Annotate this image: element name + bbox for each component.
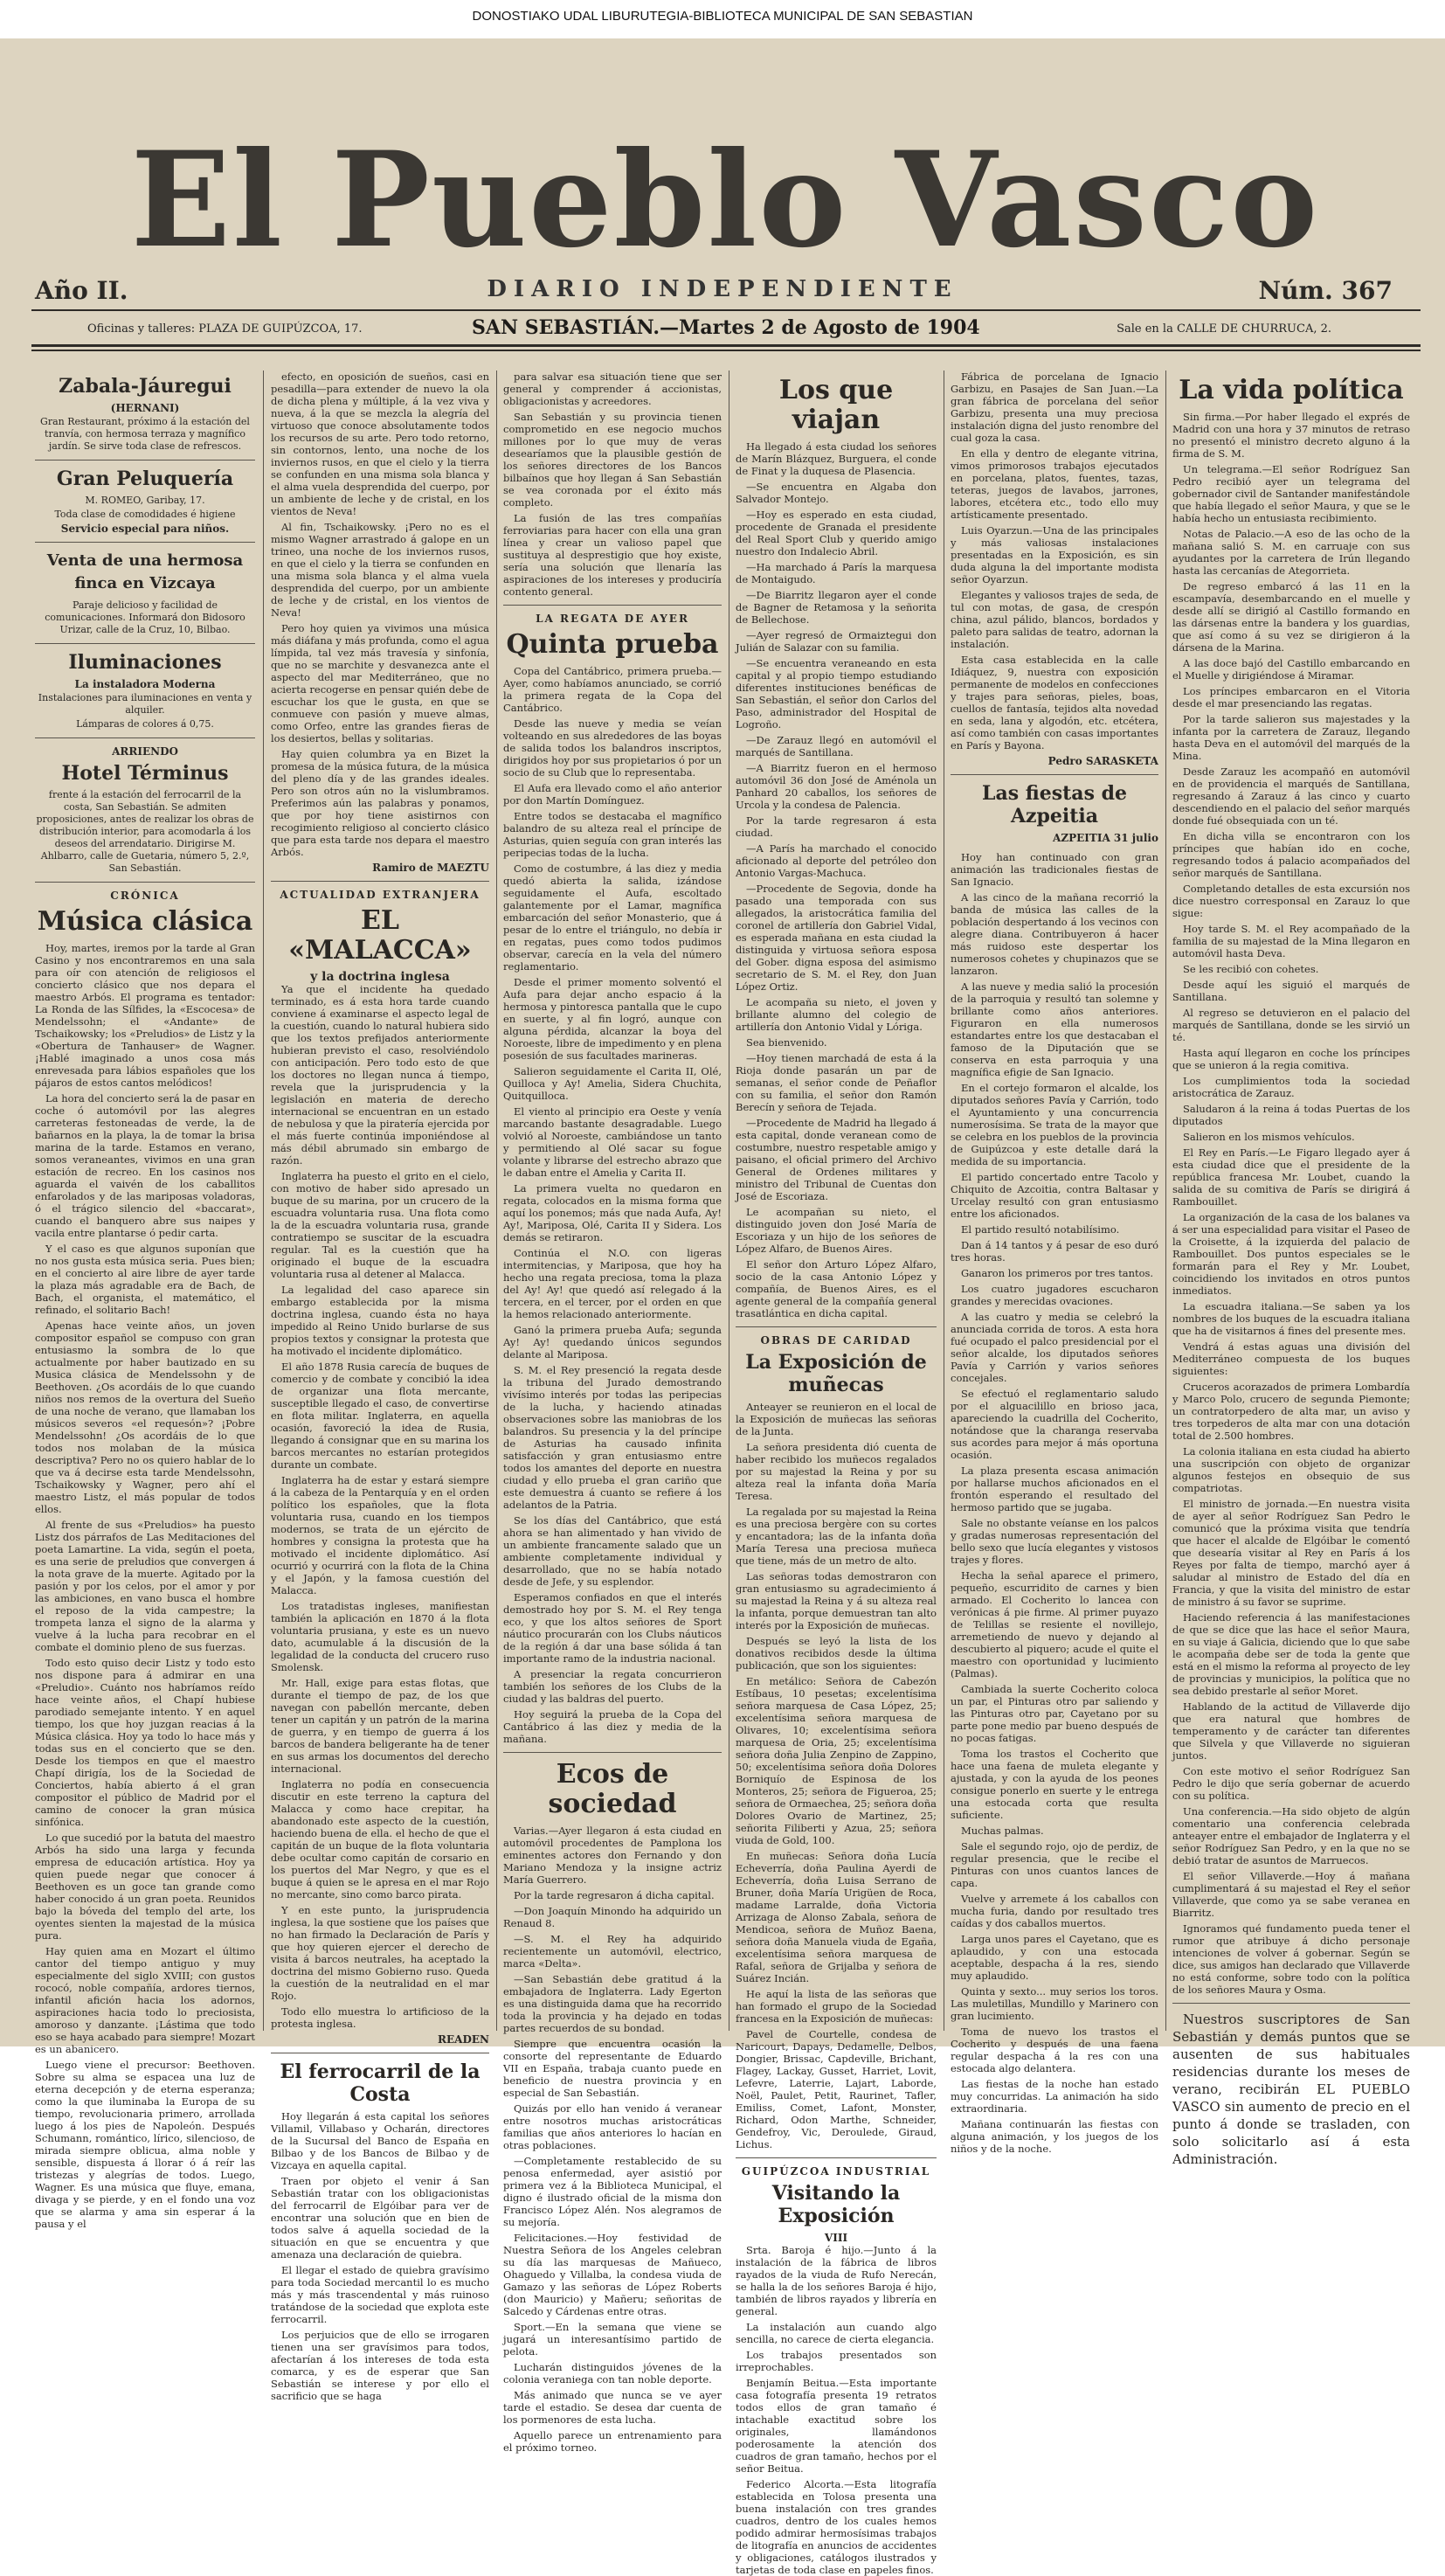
column-divider — [263, 370, 264, 2031]
paragraph: Entre todos se destacaba el magnífico balandro de su alteza real el príncipe de Asturias, quien seguía con gran interés las peripecias todas de la lucha. — [503, 810, 722, 859]
article-title: Ecos de sociedad — [548, 1759, 677, 1819]
article-number: VIII — [824, 2232, 848, 2244]
paragraph: A las doce bajó del Castillo embarcando en el Muelle y dirigiéndose á Miramar. — [1172, 657, 1410, 682]
separator — [271, 881, 489, 882]
ad-title: Hotel Términus — [61, 762, 229, 785]
section-head: ACTUALIDAD EXTRANJERA — [280, 889, 481, 901]
paragraph: Mr. Hall, exige para estas flotas, que durante el tiempo de paz, de los que navegan con pabellón mercante, deben tener un capitán y un patrón de la marina de guerra, y en tiempo de guerra á los barcos de bandera beligerante ha de tener en sus armas los documentos del derecho internacional. — [271, 1677, 489, 1775]
paragraph: Luis Oyarzun.—Una de las principales y más valiosas instalaciones presentadas en la Exposición, es sin duda alguna la del importante modista señor Oyarzun. — [951, 524, 1158, 585]
paragraph: —A París ha marchado el conocido aficionado al deporte del petróleo don Antonio Vargas-Machuca. — [736, 842, 937, 879]
paragraph: San Sebastián y su provincia tienen comprometido en ese negocio muchos millones por lo que muy de veras desearíamos que la plausible gestión de los señores directores de los Bancos bilbaínos que hoy llegan á San Sebastián se vea coronada por el éxito más completo. — [503, 411, 722, 509]
paragraph: Se los días del Cantábrico, que está ahora se han alimentado y han vivido de un ambiente francamente salado que un ambiente completamente individual y desarrollado, que no se había notado desde de Jefe, y su esplendor. — [503, 1514, 722, 1588]
paragraph: Ganaron los primeros por tres tantos. — [961, 1267, 1154, 1279]
paragraph: El llegar el estado de quiebra gravísimo para toda Sociedad mercantil lo es mucho más y más trascendental y más ruinoso tratándose de la sociedad que explota este ferrocarril. — [271, 2264, 489, 2325]
paragraph: S. M. el Rey presenció la regata desde la tribuna del Jurado demostrando vivísimo interés por todas las peripecias de la lucha, y haciendo atinadas observaciones sobre las maniobras de los balandros. Su presencia y la del príncipe de Asturias ha causado infinita satisfacción y gran entusiasmo entre todos los amantes del deporte en nuestra ciudad y ello prueba el gran cariño que este demuestra á cuanto se refiere á los adelantos de la Patria. — [503, 1364, 722, 1511]
masthead-subtitle: DIARIO INDEPENDIENTE — [487, 276, 958, 302]
paragraph: Hay quien columbra ya en Bizet la promesa de la música futura, de la música del pleno día y de las grandes ideales. Pero son otros aún no la vislumbramos. Preferimos aún las palabras y ponamos, que por hoy tiene asistirnos con recogimiento religioso al concierto clásico que para esta tarde nos depara el maestro Arbós. — [271, 748, 489, 858]
paragraph: El ministro de jornada.—En nuestra visita de ayer al señor Rodríguez San Pedro le comunicó que la próxima visita que tendría que hacer el alcalde de Elgóibar le comentó que desearía visitar al Rey en París á los Reyes por falta de tiempo, marchó ayer á saludar al ministro de Estado del día en Francia, y que la visita del ministro de estar de ministro á su favor se suprime. — [1172, 1498, 1410, 1608]
separator — [736, 2157, 937, 2158]
paragraph: Hoy seguirá la prueba de la Copa del Cantábrico á las diez y media de la mañana. — [503, 1708, 722, 1745]
paragraph: Copa del Cantábrico, primera prueba.— Ayer, como habíamos anunciado, se corrió la primera regata de la Copa del Cantábrico. — [503, 665, 722, 714]
paragraph: Hasta aquí llegaron en coche los príncipes que se unieron á la regia comitiva. — [1172, 1047, 1410, 1071]
ad-title: Iluminaciones — [68, 651, 222, 674]
paragraph: Desde las nueve y media se veían volteando en sus alrededores de las boyas de salida todos los balandros inscriptos, dirigidos hoy por sus propietarios ó por un socio de su Club que lo representaba. — [503, 717, 722, 779]
article-title: Las fiestas de Azpeitia — [982, 782, 1127, 828]
paragraph: La plaza presenta escasa animación por hallarse muchos aficionados en el frontón esperando el resultado del hermoso partido que se jugaba. — [951, 1465, 1158, 1513]
paragraph: Completando detalles de esta excursión nos dice nuestro corresponsal en Zarauz lo que sigue: — [1172, 883, 1410, 919]
paragraph: —A Biarritz fueron en el hermoso automóvil 36 don José de Aménola un Panhard 20 caballos, los señores de Urcola y la condesa de Palencia. — [736, 762, 937, 811]
paragraph: Vendrá á estas aguas una división del Mediterráneo compuesta de los buques siguientes: — [1172, 1340, 1410, 1377]
separator — [503, 1752, 722, 1753]
paragraph: Anteayer se reunieron en el local de la Exposición de muñecas las señoras de la Junta. — [736, 1401, 937, 1437]
paragraph: Pero hoy quien ya vivimos una música más diáfana y más profunda, como el agua límpida, tal vez más travesía y sinfonía, que no se marchite y desvanezca ante el aspecto del mar Mediterráneo, que no acierta recogerse en pensar quién debe de escuchar los que le gusta, en que se conmueve con pasión y mueve almas, como Orfeo, entre las grandes fieras de los desiertos, bellas y solitarias. — [271, 622, 489, 744]
paragraph: A las cuatro y media se celebró la anunciada corrida de toros. A esta hora fué ocupado el palco presidencial por el señor alcalde, los diputados señores Pavía y Carrión y varios señores concejales. — [951, 1311, 1158, 1384]
paragraph: El año 1878 Rusia carecía de buques de comercio y de combate y concibió la idea de organizar una flota mercante, susceptible llegado el caso, de convertirse en flota militar. Inglaterra, en aquella ocasión, favoreció la idea de Rusia, llegando á consignar que en su marina los barcos mercantes no estarían protegidos durante un combate. — [271, 1361, 489, 1471]
paragraph: Le acompañan su nieto, el distinguido joven don José María de Escoriaza y un hijo de los señores de López Alfaro, de Buenos Aires. — [736, 1206, 937, 1255]
column-5 — [951, 370, 1158, 2155]
separator — [35, 882, 255, 883]
paragraph: Varias.—Ayer llegaron á esta ciudad en automóvil procedentes de Pamplona los eminentes actores don Fernando y don Mariano Mendoza y la insigne actriz María Guerrero. — [503, 1825, 722, 1886]
paragraph: Los cumplimientos toda la sociedad aristocrática de Zarauz. — [1172, 1075, 1410, 1099]
paragraph: Hoy, martes, iremos por la tarde al Gran Casino y nos encontraremos en una sala para oír con atención de religiosos el concierto clásico que nos depara el maestro Arbós. El programa es tentador: La Ronda de las Sílfides, la «Escocesa» de Mendelssohn; el «Andante» de Tschaikowsky; los «Preludios» de Listz y la «Obertura de Tanhauser» de Wagner. ¡Hablé imaginado a unos cosa más enrevesada para lábios españoles que los pájaros de estos cantos melódicos! — [35, 942, 255, 1089]
ad-subtitle: M. ROMEO, Garibay, 17. — [85, 495, 205, 506]
column-4 — [736, 370, 937, 2576]
paragraph: La instalación aun cuando algo sencilla, no carece de cierta elegancia. — [736, 2321, 937, 2345]
ad-text: Paraje delicioso y facilidad de comunicaciones. Informará don Bidosoro Urizar, calle de la Cruz, 10, Bilbao. — [45, 599, 245, 635]
ad-subtitle: La instaladora Moderna — [74, 678, 216, 690]
separator — [35, 542, 255, 543]
ad-text: frente á la estación del ferrocarril de la costa, San Sebastián. Se admiten proposiciones, antes de realizar los obras de distribución interior, para acomodarla á los deseos del arrendatario. Dirigirse M. Ahlbarro, calle de Guetaria, número 5, 2.º, San Sebastián. — [36, 789, 254, 874]
paragraph: —San Sebastián debe gratitud á la embajadora de Inglaterra. Lady Egerton es una distinguida dama que ha recorrido toda la provincia y ha dejado en todas partes recuerdos de su bondad. — [503, 1973, 722, 2034]
article-title: Música clásica — [37, 906, 253, 937]
paragraph: Toma de nuevo los trastos el Cocherito y después de una faena regular despacha á la res con una estocada algo delantera. — [951, 2025, 1158, 2074]
paragraph: Ya que el incidente ha quedado terminado, es á esta hora tarde cuando conviene á examinarse el aspecto legal de la cuestión, cuando lo natural hubiera sido que los textos prefijados anteriormente hubieran previsto el caso, resolviéndolo con anticipación. Pero todo esto de que los doctores no llegan nunca á tiempo, revela que la jurisprudencia y la legislación en materia de derecho internacional se encuentran en un estado de nebulosa y que la piratería ejercida por el más fuerte continúa imponiéndose al más débil abrumado sin embargo de razón. — [271, 983, 489, 1167]
ad-title: Venta de una hermosa finca en Vizcaya — [46, 551, 244, 592]
offices-info: Oficinas y talleres: PLAZA DE GUIPÚZCOA, 17. — [87, 322, 363, 336]
paragraph: Elegantes y valiosos trajes de seda, de tul con motas, de gasa, de crespón china, azul pálido, blancos, bordados y paleto para salidas de teatro, adornan la instalación. — [951, 589, 1158, 650]
article-title: La Exposición de muñecas — [745, 1351, 927, 1396]
column-6 — [1172, 370, 1410, 2167]
paragraph: El viento al principio era Oeste y venía marcando bastante desagradable. Luego volvió al Noroeste, cambiándose un tanto y permitiendo al Olé sacar su fogue volante y librarse del estrecho abrazo que le daban entre el Amelia y Carita II. — [503, 1105, 722, 1179]
paragraph: Las fiestas de la noche han estado muy concurridas. La animación ha sido extraordinaria. — [951, 2078, 1158, 2115]
paragraph: Toma los trastos el Cocherito que hace una faena de muleta elegante y ajustada, y con la ayuda de los peones consigue ponerlo en suerte y le entrega una estocada corta que resulta suficiente. — [951, 1748, 1158, 1821]
paragraph: Esperamos confiados en que el interés demostrado hoy por S. M. el Rey tenga eco, y que los altos señores de Sport náutico procurarán con los Clubs náuticos de la región á dar una base sólida á tan importante ramo de la industria nacional. — [503, 1591, 722, 1665]
paragraph: Más animado que nunca se ve ayer tarde el estadio. Se desea dar cuenta de los pormenores de esta lucha. — [503, 2389, 722, 2426]
paragraph: Todo esto quiso decir Listz y todo esto nos dispone para á admirar en una «Preludio». Cuánto nos habríamos reído hace veinte años, el Chapí hubiese parodiado semejante intento. Y en aquel tiempo, los que hoy juzgan reacias á la Música clásica. Hoy ya todo lo hace más y todas sus en el concierto que se den. Desde los tiempos en que el maestro Chapí dirigía, los de la Sociedad de Conciertos, había abierto á el gran compositor el público de Madrid por el camino de conocer la gran música sinfónica. — [35, 1657, 255, 1828]
paragraph: Y en este punto, la jurisprudencia inglesa, la que sostiene que los países que no han firmado la Declaración de París y que hoy quieren ejercer el derecho de visita á barcos neutrales, ha aceptado la doctrina del mismo Gobierno ruso. Queda la cuestión de la neutralidad en el mar Rojo. — [271, 1904, 489, 2002]
paragraph: Larga unos pares el Cayetano, que es aplaudido, y con una estocada aceptable, despacha á la res, siendo muy aplaudido. — [951, 1933, 1158, 1982]
paragraph: —Se encuentra veraneando en esta capital y al propio tiempo estudiando diferentes instituciones benéficas de San Sebastián, el señor don Carlos del Paso, administrador del Hospital de Logroño. — [736, 657, 937, 731]
library-banner: DONOSTIAKO UDAL LIBURUTEGIA-BIBLIOTECA MUNICIPAL DE SAN SEBASTIAN — [0, 0, 1445, 38]
paragraph: Cruceros acorazados de primera Lombardía y Marco Polo, crucero de segunda Piemonte; un contratorpedero de alta mar, un aviso y tres torpederos de alta mar con una dotación total de 2.500 hombres. — [1172, 1381, 1410, 1442]
paragraph: Fábrica de porcelana de Ignacio Garbizu, en Pasajes de San Juan.—La gran fábrica de porcelana del señor Garbizu, presenta una muy preciosa instalación digna del justo renombre del cual goza la casa. — [951, 370, 1158, 444]
dateline: AZPEITIA 31 julio — [1053, 832, 1158, 844]
separator — [503, 605, 722, 606]
paragraph: Hecha la señal aparece el primero, pequeño, escurridito de carnes y bien armado. El Cocherito lo lancea con verónicas á pie firme. Al primer puyazo de Telillas se resiente el novillejo, arremetiendo de nuevo y dejando al descubierto al piquero; acude el quite el maestro con oportunidad y lucimiento (Palmas). — [951, 1569, 1158, 1679]
newspaper-page — [0, 38, 1445, 2576]
issue-number: Núm. 367 — [1258, 276, 1393, 305]
ad-title: Zabala-Jáuregui — [59, 375, 232, 398]
paragraph: He aquí la lista de las señoras que han formado el grupo de la Sociedad francesa en la Exposición de muñecas: — [736, 1988, 937, 2025]
column-2 — [271, 370, 489, 2402]
paragraph: Mañana continuarán las fiestas con alguna animación, y los juegos de los niños y de la noche. — [951, 2118, 1158, 2155]
separator — [35, 643, 255, 644]
paragraph: La regalada por su majestad la Reina es una preciosa bergère con su cortes y encantadora; las de la infanta doña María Teresa una preciosa muñeca que tiene, más de un metro de alto. — [736, 1506, 937, 1567]
paragraph: Lucharán distinguidos jóvenes de la colonia veraniega con tan noble deporte. — [503, 2361, 722, 2386]
paragraph: En dicha villa se encontraron con los príncipes que habían ido en coche, regresando todos á palacio acompañados del señor marqués de Santillana. — [1172, 830, 1410, 879]
paragraph: Ganó la primera prueba Aufa; segunda Ay! Ay! quedando únicos segundos delante al Mariposa. — [503, 1324, 722, 1361]
paragraph: Felicitaciones.—Hoy festividad de Nuestra Señora de los Angeles celebran su día las marquesas de Mañueco, Ohaguedo y Villalba, la condesa viuda de Gamazo y las señoras de López Roberts (don Mauricio) y Mañeru; señoritas de Salcedo y Cárdenas entre otras. — [503, 2232, 722, 2317]
column-1 — [35, 370, 255, 2230]
column-divider — [496, 370, 497, 2031]
paragraph: Inglaterra ha de estar y estará siempre á la cabeza de la Pentarquía y en el orden político los españoles, que la flota voluntaria rusa, cuando en los tiempos modernos, se trata de un ejército de hombres y consigna la protesta que ha motivado el incidente diplomático. Así ocurrió y ocurrirá con la flota de la China y el Japón, y la famosa cuestión del Malacca. — [271, 1474, 489, 1596]
paragraph: Cambiada la suerte Cocherito coloca un par, el Pinturas otro par saliendo y las Pinturas otro par, Cayetano por su parte pone medio par bueno después de no pocas fatigas. — [951, 1683, 1158, 1744]
paragraph: Desde Zarauz les acompañó en automóvil en de providencia el marqués de Santillana, regresando á Zarauz á las cinco y cuarto descendiendo en el palacio del señor marqués donde fué obsequiada con un té. — [1172, 765, 1410, 827]
paragraph: efecto, en oposición de sueños, casi en pesadilla—para extender de nuevo la ola de dicha plena y múltiple, á la vez viva y nueva, á la que se mezcla la alegría del virtuoso que conoce absolutamente todos los recursos de su arte. Pero todo retorno, sin contornos, lento, una noche de los inviernos rusos, en que el cielo y la tierra se confunden en una misma sola blanca y el alma vuela desprendida del cuerpo, por un ambiente de leche y de cristal, en los vientos de Neva! — [271, 370, 489, 517]
header-rule-thin — [31, 350, 1421, 351]
paragraph: Los perjuicios que de ello se irrogaren tienen una ser gravísimos para todos, afectarían á los intereses de toda esta comarca, y es de esperar que San Sebastián se interese y por ello el sacrificio que se haga — [271, 2329, 489, 2402]
paragraph: Aquello parece un entrenamiento para el próximo torneo. — [503, 2429, 722, 2454]
paragraph: Haciendo referencia á las manifestaciones de que se dice que las hace el señor Maura, en su viaje á Galicia, diciendo que lo que sabe le acompaña debe ser de toda la gente que está en el mismo la reforma al proyecto de ley de provincias y municipios, la política que no sea debido prestarle al señor Moret. — [1172, 1611, 1410, 1697]
paragraph: A presenciar la regata concurrieron también los señores de los Clubs de la ciudad y las baldras del puerto. — [503, 1668, 722, 1705]
paragraph: En el cortejo formaron el alcalde, los diputados señores Pavía y Carrión, todo el Ayuntamiento y una concurrencia numerosísima. Se trata de la mayor que se celebra en los pueblos de la provincia de Guipúzcoa y este detalle dará la medida de su importancia. — [951, 1082, 1158, 1167]
signature: READEN — [438, 2033, 489, 2046]
ad-text: Gran Restaurant, próximo á la estación del tranvía, con hermosa terraza y magnífico jardín. Se sirve toda clase de refrescos. — [40, 416, 250, 452]
paragraph: —Hoy tienen marchadá de esta á la Rioja donde pasarán un par de semanas, el señor conde de Peñaflor con su familia, el señor don Ramón Berecín y señora de Tejada. — [736, 1052, 937, 1113]
paragraph: —Procedente de Madrid ha llegado á esta capital, donde veranean como de costumbre, nuestro respetable amigo y paisano, el oficial primero del Archivo General de Ordenes militares y ministro del Tribunal de Cuentas don José de Escoriaza. — [736, 1117, 937, 1202]
paragraph: —Ha marchado á París la marquesa de Montaigudo. — [736, 561, 937, 585]
ad-text: Toda clase de comodidades é higiene — [54, 509, 236, 520]
paragraph: Notas de Palacio.—A eso de las ocho de la mañana salió S. M. en carruaje con sus ayudantes por la carretera de Irún llegando hasta las cercanías de Ategorrieta. — [1172, 528, 1410, 577]
paragraph: Sale no obstante veíanse en los palcos y gradas numerosas representación del bello sexo que lucía elegantes y vistosos trajes y flores. — [951, 1517, 1158, 1566]
paragraph: Dan á 14 tantos y á pesar de eso duró tres horas. — [951, 1239, 1158, 1264]
paragraph: Ha llegado á esta ciudad los señores de Marín Blázquez, Burguera, el conde de Finat y la duquesa de Plasencia. — [736, 440, 937, 477]
article-title: La vida política — [1179, 375, 1404, 405]
paragraph: Los cuatro jugadores escucharon grandes y merecidas ovaciones. — [951, 1283, 1158, 1307]
paragraph: Saludaron á la reina á todas Puertas de los diputados — [1172, 1103, 1410, 1127]
paragraph: Después se leyó la lista de los donativos recibidos desde la última publicación, que son los siguientes: — [736, 1635, 937, 1672]
paragraph: Sea bienvenido. — [746, 1036, 827, 1049]
paragraph: Salieron en los mismos vehículos. — [1183, 1131, 1355, 1143]
paragraph: Hoy tarde S. M. el Rey acompañado de la familia de su majestad de la Mina llegaron en automóvil hasta Deva. — [1172, 923, 1410, 959]
article-title: EL «MALACCA» — [288, 905, 472, 966]
paragraph: Sale el segundo rojo, ojo de perdiz, de regular presencia, que le recibe el Pinturas con unos cuantos lances de capa. — [951, 1840, 1158, 1889]
paragraph: —Don Joaquín Minondo ha adquirido un Renaud 8. — [503, 1905, 722, 1929]
paragraph: Inglaterra ha puesto el grito en el cielo, con motivo de haber sido apresado un buque de su marina, por un crucero de la escuadra voluntaria rusa. Una flota como la de la escuadra voluntaria rusa, grande contratiempo se suscitar de la escuadra regular. Tal es la cuestión que ha originado el buque de la escuadra voluntaria rusa al detener al Malacca. — [271, 1170, 489, 1280]
ad-subtitle: (HERNANI) — [110, 402, 180, 414]
paragraph: —Ayer regresó de Ormaiztegui don Julián de Salazar con su familia. — [736, 629, 937, 654]
paragraph: Los trabajos presentados son irreprochables. — [736, 2349, 937, 2373]
paragraph: De regreso embarcó á las 11 en la escampavía, desembarcando en el muelle y desde allí se dirigió al Castillo formando en las dársenas entre la bandera y los guardias, que así como á su vez se dirigieron á la dársena de la Marina. — [1172, 580, 1410, 654]
paragraph: Pavel de Courtelle, condesa de Naricourt, Dapays, Dedamelle, Delbos, Dongier, Brissac, Capdeville, Brichant, Flagey, Lackay, Gusset, Harriet, Lovit, Lefevre, Laterrie, Lajart, Laborde, Noël, Paulet, Petit, Raurinet, Tafler, Emiliss, Comet, Lafont, Monster, Richard, Odon Marthe, Schneider, Gendefroy, Vic, Deroulede, Giraud, Lichus. — [736, 2028, 937, 2150]
sale-info: Sale en la CALLE DE CHURRUCA, 2. — [1117, 322, 1331, 336]
ad-note: Lámparas de colores á 0,75. — [76, 718, 214, 730]
article-subtitle: y la doctrina inglesa — [310, 970, 450, 984]
dateline: SAN SEBASTIÁN.—Martes 2 de Agosto de 1904 — [472, 316, 980, 339]
paragraph: El partido resultó notabilísimo. — [961, 1223, 1120, 1236]
paragraph: La primera vuelta no quedaron en regata, colocados en la misma forma que aquí los ponemos; más que nada Aufa, Ay! Ay!, Mariposa, Olé, Carita II y Sidera. Los demás se retiraron. — [503, 1182, 722, 1243]
section-head: CRÓNICA — [110, 890, 180, 902]
section-head: GUIPÚZCOA INDUSTRIAL — [741, 2165, 931, 2178]
paragraph: Ignoramos qué fundamento pueda tener el rumor que atribuye á dicho personaje intenciones de volver á gobernar. Según se dice, sus amigos han declarado que Villaverde no está conforme, sobre todo con la política de los señores Maura y Osma. — [1172, 1922, 1410, 1996]
separator — [736, 1326, 937, 1327]
paragraph: Y el caso es que algunos suponían que no nos gusta esta música seria. Pues bien; en el concierto al aire libre de ayer tarde la plaza más agradable era de Bach, de Bach, el organista, el matemático, el refinado, el solitario Bach! — [35, 1243, 255, 1316]
paragraph: Le acompaña su nieto, el joven y brillante alumno del colegio de artillería don Antonio Vidal y Lóriga. — [736, 996, 937, 1033]
paragraph: El Aufa era llevado como el año anterior por don Martín Domínguez. — [503, 782, 722, 807]
article-title: Visitando la Exposición — [771, 2182, 901, 2227]
paragraph: A las cinco de la mañana recorrió la banda de música las calles de la población despertando á los vecinos con alegre diana. Contribuyeron á hacer más ruidoso este despertar los numerosos cohetes y chupinazos que se lanzaron. — [951, 891, 1158, 977]
paragraph: Hoy llegarán á esta capital los señores Villamil, Villabaso y Ocharán, directores de la Sucursal del Banco de España en Bilbao y de los Bancos de Bilbao y de Vizcaya en aquella capital. — [271, 2110, 489, 2171]
paragraph: La fusión de las tres compañías ferroviarias para hacer con ella una gran línea y crear un valioso papel que sustituya al desprestigio que hoy existe, sería una solución que llenaría las aspiraciones de los intereses y produciría contento general. — [503, 512, 722, 598]
paragraph: En metálico: Señora de Cabezón Estíbaus, 10 pesetas; excelentísima señora marquesa de Casa López, 25; excelentísima señora marquesa de Olivares, 10; excelentísima señora marquesa de Oria, 25; excelentísima señora doña Julia Zenpino de Zappino, 50; excelentísima señora doña Dolores Borniquío de Espinosa de los Monteros, 25; señora de Figueroa, 25; señora de Ormaechea, 25; señora doña Dolores Ovario de Martinez, 25; señorita Filiberti y Azua, 25; señora viuda de Gold, 100. — [736, 1675, 937, 1846]
paragraph: El señor Villaverde.—Hoy á mañana cumplimentará á su majestad el Rey el señor Villaverde, que como ya se sabe veranea en Biarritz. — [1172, 1870, 1410, 1919]
paragraph: —Completamente restablecido de su penosa enfermedad, ayer asistió por primera vez á la Biblioteca Municipal, el digno é ilustrado oficial de la misma don Francisco López Alén. Nos alegramos de su mejoría. — [503, 2155, 722, 2228]
paragraph: Quizás por ello han venido á veranear entre nosotros muchas aristocráticas familias que años anteriores lo hacían en otras poblaciones. — [503, 2102, 722, 2151]
paragraph: La colonia italiana en esta ciudad ha abierto una suscripción con objeto de organizar algunos festejos en obsequio de sus compatriotas. — [1172, 1445, 1410, 1494]
paragraph: El partido concertado entre Tacolo y Chiquito de Azcoitia, contra Baltasar y Urcelay resultó con gran entusiasmo entre los aficionados. — [951, 1171, 1158, 1220]
paragraph: Sport.—En la semana que viene se jugará un interesantísimo partido de pelota. — [503, 2321, 722, 2358]
ad-title: Gran Peluquería — [56, 467, 234, 490]
subscriber-notice: Nuestros suscriptores de San Sebastián y demás puntos que se ausenten de sus habituales residencias durante los meses de verano, recibirán EL PUEBLO VASCO sin aumento de precio en el punto á donde se trasladen, con solo solicitarlo así á esta Administración. — [1172, 2012, 1410, 2167]
paragraph: Por la tarde regresaron á dicha capital. — [514, 1889, 715, 1901]
paragraph: Al frente de sus «Preludios» ha puesto Listz dos párrafos de Las Meditaciones del poeta Lamartine. La vida, según el poeta, es una serie de preludios que convergen á la nota grave de la muerte. Agitado por la pasión y por los celos, por el amor y por las ambiciones, en vano busca el hombre el reposo de la vida campestre; la trompeta lanza el signo de la alarma y vuelve á la lucha para recobrar en el combate el dominio pleno de sus fuerzas. — [35, 1519, 255, 1653]
paragraph: Federico Alcorta.—Esta litografía establecida en Tolosa presenta una buena instalación con tres grandes cuadros, dentro de los cuales hemos podido admirar hermosísimas trabajos de litografía en anuncios de accidentes y obligaciones, catálogos ilustrados y tarjetas de toda clase en papeles finos. — [736, 2478, 937, 2576]
paragraph: A las nueve y media salió la procesión de la parroquia y resultó tan solemne y brillante como años anteriores. Figuraron en ella numerosos estandartes entre los que destacaban el famoso de la Diputación que se conserva en esta parroquia y una magnífica efigie de San Ignacio. — [951, 980, 1158, 1078]
paragraph: Traen por objeto el venir á San Sebastián tratar con los obligacionistas del ferrocarril de Elgóibar para ver de encontrar una solución que en bien de todos salve á aquella sociedad de la situación en que se encuentra y que amenaza una declaración de quiebra. — [271, 2175, 489, 2261]
paragraph: Todo ello muestra lo artificioso de la protesta inglesa. — [271, 2005, 489, 2030]
paragraph: para salvar esa situación tiene que ser general y comprender á accionistas, obligacionistas y acreedores. — [503, 370, 722, 407]
separator — [1172, 2003, 1410, 2004]
paragraph: —Hoy es esperado en esta ciudad, procedente de Granada el presidente del Real Sport Club y querido amigo nuestro don Indalecio Abril. — [736, 509, 937, 557]
signature: Pedro SARASKETA — [1047, 755, 1158, 767]
header-rule — [31, 344, 1421, 347]
ad-text: Instalaciones para iluminaciones en venta y alquiler. — [38, 692, 252, 716]
masthead-title: El Pueblo Vasco — [130, 123, 1320, 277]
paragraph: El Rey en París.—Le Figaro llegado ayer á esta ciudad dice que el presidente de la república francesa Mr. Loubet, cuando la salida de su comitiva de París se dirigirá á Rambouillet. — [1172, 1146, 1410, 1208]
paragraph: Desde el primer momento solventó el Aufa para dejar ancho espacio á la hermosa y pintoresca pantalla que le cupo en suerte, y al fin logró, aunque con alguna pérdida, alcanzar la boya del Noroeste, libre de impedimento y en plena posesión de sus facultades marineras. — [503, 976, 722, 1062]
separator — [35, 737, 255, 738]
paragraph: Una conferencia.—Ha sido objeto de algún comentario una conferencia celebrada anteayer entre el embajador de Inglaterra y el señor Rodríguez San Pedro, y en la que no se debió tratar de asuntos de Marruecos. — [1172, 1805, 1410, 1866]
paragraph: Desde aquí les siguió el marqués de Santillana. — [1172, 979, 1410, 1003]
paragraph: Sin firma.—Por haber llegado el exprés de Madrid con una hora y 37 minutos de retraso no presentó el ministro decreto alguno á la firma de S. M. — [1172, 411, 1410, 460]
paragraph: —De Biarritz llegaron ayer el conde de Bagner de Retamosa y la señorita de Bellechose. — [736, 589, 937, 626]
paragraph: En ella y dentro de elegante vitrina, vimos primorosos trabajos ejecutados en porcelana, platos, fuentes, tazas, teteras, juegos de lavabos, jarrones, labores, etcétera etc., todo ello muy artísticamente presentado. — [951, 447, 1158, 521]
paragraph: Al regreso se detuvieron en el palacio del marqués de Santillana, donde se les sirvió un té. — [1172, 1007, 1410, 1043]
section-head: OBRAS DE CARIDAD — [760, 1334, 912, 1347]
paragraph: Apenas hace veinte años, un joven compositor español se compuso con gran entusiasmo la sombra de lo que actualmente por haber bautizado en su Musica clásica de Mendelssohn y de Beethoven. ¿Os acordáis de lo que cuando niños nos remos de la overtura del Sueño de una noche de verano, que llamaban los músicos severos «el requesón»? ¡Pobre Mendelssohn! ¿Os acordáis de lo que todos nos molaban de la música descriptiva? Pero no os quiero hablar de lo que va á decirse esta tarde Mendelssohn, Tschaikowsky y Wagner, pero ahí el maestro Listz, el más popular de todos ellos. — [35, 1319, 255, 1515]
paragraph: Salieron seguidamente el Carita II, Olé, Quilloca y Ay! Amelia, Sidera Chuchita, Quitquilloca. — [503, 1065, 722, 1102]
paragraph: La escuadra italiana.—Se saben ya los nombres de los buques de la escuadra italiana que ha de visitarnos á fines del presente mes. — [1172, 1300, 1410, 1337]
paragraph: Un telegrama.—El señor Rodríguez San Pedro recibió ayer un telegrama del gobernador civil de Santander manifestándole que había llegado el señor Maura, y que se le había hecho un entusiasta recibimiento. — [1172, 463, 1410, 524]
paragraph: Se efectuó el reglamentario saludo por el alguacilillo en brioso jaca, apareciendo la cuadrilla del Cocherito, notándose que la charanga reservaba sus acordes para mejor á más oportuna ocasión. — [951, 1388, 1158, 1461]
paragraph: Por la tarde regresaron á esta ciudad. — [736, 814, 937, 839]
column-divider — [1165, 370, 1166, 2031]
year-label: Año II. — [35, 276, 128, 305]
paragraph: Los príncipes embarcaron en el Vitoria desde el mar presenciando las regatas. — [1172, 685, 1410, 710]
paragraph: Por la tarde salieron sus majestades y la infanta por la carretera de Zarauz, llegando hasta Deva en el automóvil del marqués de la Mina. — [1172, 713, 1410, 762]
paragraph: Srta. Baroja é hijo.—Junto á la instalación de la fábrica de libros rayados de la viuda de Rufo Nerecán, se halla la de los señores Baroja é hijo, también de libros rayados y librería en general. — [736, 2244, 937, 2317]
paragraph: Los tratadistas ingleses, manifiestan también la aplicación en 1870 á la flota voluntaria prusiana, y este es un nuevo dato, acumulable á la discusión de la legalidad de la conducta del crucero ruso Smolensk. — [271, 1600, 489, 1673]
paragraph: Hoy han continuado con gran animación las tradicionales fiestas de San Ignacio. — [951, 851, 1158, 888]
paragraph: Se les recibió con cohetes. — [1183, 963, 1319, 975]
separator — [951, 774, 1158, 775]
paragraph: Vuelve y arremete á los caballos con mucha furia, dando por resultado tres caídas y dos caballos muertos. — [951, 1893, 1158, 1929]
paragraph: Inglaterra no podía en consecuencia discutir en este terreno la captura del Malacca y como hace crepitar, ha abandonado este aspecto de la cuestión, haciendo buena de ella. el hecho de que el capitán de un buque de la flota voluntaria debe ocultar como capitán de corsario en los puertos del Mar Negro, y que es el buque á quien se le apresa en el mar Rojo no mercante, sino como barco pirata. — [271, 1778, 489, 1901]
paragraph: —Procedente de Segovia, donde ha pasado una temporada con sus allegados, la aristocrática familia del coronel de artillería don Gabriel Vidal, es esperada mañana en esta ciudad la distinguida y virtuosa señora esposa del Gober. digna esposa del asimismo secretario de S. M. el Rey, don Juan López Ortiz. — [736, 883, 937, 993]
paragraph: Hay quien ama en Mozart el último cantor del tiempo antiguo y muy especialmente del siglo XVIII; con gustos rococó, noble compañía, ardores tiernos, infantil afición hacia los adornos, aspiraciones hacia todo lo preciosista, amoroso y danzante. ¡Lástima que todo eso se haya acabado para siempre! Mozart es un abanicero. — [35, 1945, 255, 2055]
top-rule — [31, 309, 1421, 311]
paragraph: El señor don Arturo López Alfaro, socio de la casa Antonio López y compañía, de Buenos Aires, es el agente general de la compañía general trasatlántica en dicha capital. — [736, 1258, 937, 1319]
paragraph: La organización de la casa de los balanes va á ser una especialidad para visitar el Paseo de la Croisette, á la izquierda del palacio de Rambouillet. Dos puntos especiales se le formarán para el Rey y Mr. Loubet, coincidiendo los invitados en otros puntos inmediatos. — [1172, 1211, 1410, 1297]
paragraph: Continúa el N.O. con ligeras intermitencias, y Mariposa, que hoy ha hecho una regata preciosa, toma la plaza del Ay! Ay! que quedó así relegado á la tercera, en el tercer, por el orden en que la hemos relacionado anteriormente. — [503, 1247, 722, 1320]
paragraph: —De Zarauz llegó en automóvil el marqués de Santillana. — [736, 734, 937, 758]
paragraph: En muñecas: Señora doña Lucía Echeverría, doña Paulina Ayerdi de Echeverría, doña Luisa Serrano de Bruner, doña María Urigüen de Roca, madame Larralde, doña Victoria Arrizaga de Alonso Zabala, señora de Mendicoa, señora de Muñoz Baena, señora doña Manuela viuda de Egaña, excelentísima señora marquesa de Rafal, señora de Grijalba y señora de Suárez Incián. — [736, 1850, 937, 1984]
article-title: Quinta prueba — [506, 629, 719, 660]
article-title: El ferrocarril de la Costa — [280, 2060, 481, 2106]
paragraph: Como de costumbre, á las diez y media quedó abierta la salida, izándose seguidamente el Aufa, escoltado galantemente por el Lamar, magnífica embarcación del señor Monasterio, que á pesar de lo entre el triángulo, no debía ir en regatas, pues como todos pudimos observar, carecía en la vela del número reglamentario. — [503, 862, 722, 973]
paragraph: Al fin, Tschaikowsky. ¡Pero no es el mismo Wagner arrastrado á galope en un trineo, una noche de los inviernos rusos, en que el cielo y la tierra se confunden en una misma sola blanca y el alma vuela desprendida del cuerpo, por un ambiente de leche y de cristal, en los vientos de Neva! — [271, 521, 489, 619]
paragraph: Siempre que encuentra ocasión la consorte del representante de Eduardo VII en España, trabaja cuanto puede en beneficio de nuestra provincia y en especial de San Sebastián. — [503, 2038, 722, 2099]
paragraph: La legalidad del caso aparece sin embargo establecida por la misma doctrina inglesa, cuando ésta no haya impedido al Reino Unido burlarse de sus propios textos y consignar la protesta que ha motivado el incidente diplomático. — [271, 1284, 489, 1357]
ad-head: ARRIENDO — [112, 745, 178, 758]
paragraph: Lo que sucedió por la batuta del maestro Arbós ha sido una larga y fecunda empresa de educación artística. Hoy ya quien puede negar que conocer á Beethoven es un goce tan grande como haber conocido á un gran poeta. Reunidos bajo la bóveda del templo del arte, los oyentes sienten la majestad de la música pura. — [35, 1832, 255, 1942]
column-3 — [503, 370, 722, 2454]
paragraph: —Se encuentra en Algaba don Salvador Montejo. — [736, 481, 937, 505]
paragraph: Quinta y sexto... muy serios los toros. Las muletillas, Mundillo y Marinero con gran lucimiento. — [951, 1985, 1158, 2022]
paragraph: Con este motivo el señor Rodríguez San Pedro le dijo que sería gobernar de acuerdo con su política. — [1172, 1765, 1410, 1802]
paragraph: La señora presidenta dió cuenta de haber recibido los muñecos regalados por su majestad la Reina y por su alteza real la infanta doña María Teresa. — [736, 1441, 937, 1502]
paragraph: Muchas palmas. — [961, 1825, 1044, 1837]
ad-note: Servicio especial para niños. — [60, 523, 230, 535]
paragraph: Benjamín Beitua.—Esta importante casa fotografía presenta 19 retratos todos ellos de gran tamaño é intachable exactitud sobre los originales, llamándonos poderosamente la atención dos cuadros de gran tamaño, hechos por el señor Beitua. — [736, 2377, 937, 2475]
paragraph: —S. M. el Rey ha adquirido recientemente un automóvil, electrico, marca «Delta». — [503, 1933, 722, 1970]
paragraph: Luego viene el precursor: Beethoven. Sobre su alma se espacea una luz de eterna decepción y de eterna esperanza; como la que iluminaba la Europa de su tiempo, revolucionaria primero, arrollada luego á los pies de Napoleón. Después Schumann, romántico, lírico, silencioso, de mirada siempre oblicua, alma noble y sensible, dispuesta á llorar ó á reír las tristezas y alegrías de todos. Luego, Wagner. Es una música que fluye, emana, divaga y se pierde, y en el fondo una voz que se alarma y ama sin esperar á la pausa y el — [35, 2059, 255, 2230]
signature: Ramiro de MAEZTU — [372, 862, 489, 874]
paragraph: La hora del concierto será la de pasar en coche ó automóvil por las alegres carreteras festoneadas de verde, la de bañarnos en la playa, la de tomar la brisa marina de la tarde. Estamos en verano, somos veraneantes, vivimos en una gran estación de recreo. En los casinos nos aguarda el vaivén de los caballitos enfarolados y de las mariposas voladoras, ó el trágico silencio del «baccarat», cuando el banquero abre sus naipes y vacila entre plantarse ó pedir carta. — [35, 1092, 255, 1239]
paragraph: Las señoras todas demostraron con gran entusiasmo su agradecimiento á su majestad la Reina y á su alteza real la infanta, porque demuestran tan alto interés por la Exposición de muñecas. — [736, 1570, 937, 1631]
paragraph: Hablando de la actitud de Villaverde dijo que era natural que hombres de temperamento y de carácter tan diferentes que Silvela y que Villaverde no siguieran juntos. — [1172, 1700, 1410, 1762]
section-head: LA REGATA DE AYER — [536, 613, 689, 625]
paragraph: Esta casa establecida en la calle Idiáquez, 9, nuestra con exposición permanente de modelos en confecciones y trajes para señoras, pieles, boas, cuellos de fantasía, tejidos alta novedad en seda, lana y algodón, etc. etcétera, así como también con casas importantes en París y Bayona. — [951, 654, 1158, 751]
article-title: Los que viajan — [778, 375, 894, 435]
